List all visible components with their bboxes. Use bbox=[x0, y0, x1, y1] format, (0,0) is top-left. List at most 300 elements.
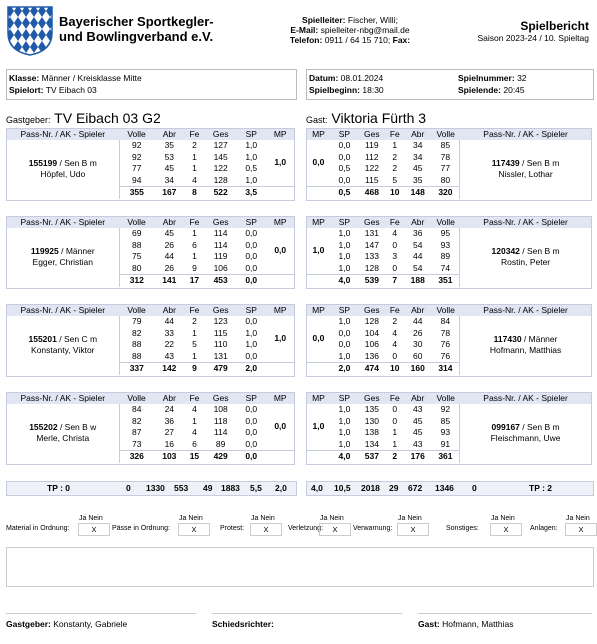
sum-cell: 474 bbox=[358, 363, 386, 375]
score-cell: 1,0 bbox=[338, 228, 351, 238]
home-player-ak: / Männer bbox=[58, 245, 95, 256]
score-cell: 0 bbox=[392, 239, 398, 250]
score-cell: 115 bbox=[213, 327, 228, 338]
score-cell: 44 bbox=[412, 316, 423, 326]
sum-cell: 9 bbox=[185, 363, 205, 375]
score-cell: 127 bbox=[213, 140, 228, 150]
column-header: Ges bbox=[358, 128, 386, 140]
score-cell: 128 bbox=[364, 262, 379, 273]
score-cell: 84 bbox=[440, 316, 451, 326]
score-cell: 34 bbox=[164, 174, 175, 185]
check-box[interactable]: X bbox=[565, 523, 597, 536]
sum-cell: 142 bbox=[154, 363, 185, 375]
ja-nein-label: Ja Nein bbox=[251, 515, 275, 522]
score-cell: 77 bbox=[132, 163, 142, 173]
check-label: Sonstiges: bbox=[446, 525, 479, 532]
sum-cell: 468 bbox=[358, 187, 386, 199]
score-cell: 84 bbox=[132, 404, 142, 414]
column-header: SP bbox=[237, 392, 265, 404]
score-cell: 106 bbox=[364, 339, 379, 349]
home-player-pass: 155201 bbox=[28, 333, 57, 344]
home-total-volle: 1330 bbox=[146, 483, 165, 493]
sum-cell: 337 bbox=[119, 363, 154, 375]
score-cell: 44 bbox=[164, 251, 175, 261]
score-cell: 122 bbox=[213, 163, 228, 173]
score-cell: 26 bbox=[412, 327, 423, 338]
home-duel-frame bbox=[6, 304, 295, 377]
check-box[interactable]: X bbox=[397, 523, 429, 536]
check-label: Protest: bbox=[220, 525, 245, 532]
sum-cell: 8 bbox=[185, 187, 205, 199]
score-cell: 112 bbox=[365, 151, 379, 162]
report-title: Spielbericht Saison 2023-24 / 10. Spieltag bbox=[477, 19, 589, 43]
home-player-ak: / Sen C m bbox=[56, 333, 98, 344]
score-cell: 34 bbox=[412, 140, 423, 150]
score-cell: 82 bbox=[132, 415, 142, 426]
away-mp: 0,0 bbox=[312, 157, 325, 168]
home-mp: 0,0 bbox=[274, 245, 287, 256]
away-mp: 0,0 bbox=[312, 333, 325, 344]
column-header: Fe bbox=[185, 128, 205, 140]
bskv-logo bbox=[6, 5, 54, 57]
home-duel-frame bbox=[6, 128, 295, 201]
sum-cell: 361 bbox=[432, 451, 460, 463]
ja-nein-label: Ja Nein bbox=[79, 515, 103, 522]
score-cell: 118 bbox=[213, 415, 228, 426]
column-header: SP bbox=[237, 128, 265, 140]
score-cell: 2 bbox=[392, 316, 398, 326]
score-cell: 1 bbox=[192, 151, 197, 162]
check-box[interactable]: X bbox=[319, 523, 351, 536]
score-cell: 0,0 bbox=[245, 262, 258, 273]
score-cell: 60 bbox=[412, 350, 423, 361]
score-cell: 53 bbox=[164, 151, 175, 162]
column-header: Ges bbox=[358, 216, 386, 228]
check-label: Material in Ordnung: bbox=[6, 525, 70, 532]
score-cell: 122 bbox=[364, 163, 379, 173]
away-total-volle: 1346 bbox=[435, 483, 454, 493]
score-cell: 0,0 bbox=[245, 438, 258, 449]
score-cell: 93 bbox=[440, 427, 451, 437]
score-cell: 45 bbox=[164, 228, 175, 238]
score-cell: 0 bbox=[392, 350, 398, 361]
score-cell: 0,0 bbox=[245, 239, 258, 250]
sum-cell: 10 bbox=[386, 187, 404, 199]
column-header: MP bbox=[265, 304, 295, 316]
away-mp: 1,0 bbox=[312, 245, 325, 256]
score-cell: 4 bbox=[392, 339, 398, 349]
home-mp: 0,0 bbox=[274, 421, 287, 432]
away-player-ak: / Sen B m bbox=[519, 157, 560, 168]
score-cell: 4 bbox=[392, 327, 398, 338]
score-cell: 76 bbox=[440, 350, 451, 361]
away-duel-frame bbox=[306, 392, 592, 465]
score-cell: 1,0 bbox=[338, 239, 351, 250]
column-header: SP bbox=[331, 216, 358, 228]
score-cell: 45 bbox=[164, 163, 175, 173]
score-cell: 1 bbox=[192, 228, 197, 238]
score-cell: 5 bbox=[392, 174, 398, 185]
score-cell: 123 bbox=[213, 316, 228, 326]
score-cell: 1,0 bbox=[338, 251, 351, 261]
notes-box[interactable] bbox=[6, 547, 594, 587]
score-cell: 4 bbox=[192, 174, 197, 185]
home-player-ak: / Sen B w bbox=[57, 421, 97, 432]
home-total-fe: 49 bbox=[203, 483, 213, 493]
column-header: SP bbox=[331, 304, 358, 316]
score-cell: 138 bbox=[364, 427, 379, 437]
score-cell: 93 bbox=[440, 239, 451, 250]
sum-cell: 522 bbox=[204, 187, 237, 199]
score-cell: 30 bbox=[412, 339, 423, 349]
column-header: Abr bbox=[404, 216, 432, 228]
column-header: SP bbox=[237, 304, 265, 316]
score-cell: 0,0 bbox=[245, 228, 258, 238]
column-header: SP bbox=[331, 128, 358, 140]
ja-nein-label: Ja Nein bbox=[491, 515, 515, 522]
column-header: Abr bbox=[404, 304, 432, 316]
column-header: Ges bbox=[204, 392, 237, 404]
away-duel-frame bbox=[306, 128, 592, 201]
column-header: SP bbox=[331, 392, 358, 404]
score-cell: 45 bbox=[412, 163, 423, 173]
score-cell: 44 bbox=[412, 251, 423, 261]
away-total-mp: 4,0 bbox=[311, 483, 323, 493]
away-player-pass: 120342 bbox=[491, 245, 520, 256]
sum-cell: 103 bbox=[154, 451, 185, 463]
organization-name: Bayerischer Sportkegler- und Bowlingverband e.V. bbox=[59, 14, 214, 44]
column-header: Ges bbox=[204, 216, 237, 228]
sum-cell: 0,0 bbox=[237, 451, 265, 463]
player-column-header: Pass-Nr. / AK - Spieler bbox=[460, 216, 592, 228]
sum-cell: 7 bbox=[386, 275, 404, 287]
score-cell: 54 bbox=[412, 262, 423, 273]
score-cell: 27 bbox=[164, 427, 175, 437]
away-duel-frame bbox=[306, 304, 592, 377]
score-cell: 0,0 bbox=[245, 316, 258, 326]
ja-nein-label: Ja Nein bbox=[566, 515, 590, 522]
score-cell: 85 bbox=[440, 415, 451, 426]
sum-cell: 167 bbox=[154, 187, 185, 199]
score-cell: 1 bbox=[192, 327, 197, 338]
score-cell: 1,0 bbox=[338, 427, 351, 437]
score-cell: 0,5 bbox=[245, 163, 258, 173]
score-cell: 1 bbox=[192, 163, 197, 173]
score-cell: 0,0 bbox=[338, 140, 351, 150]
sum-cell: 15 bbox=[185, 451, 205, 463]
home-player-name: Höpfel, Udo bbox=[40, 169, 86, 180]
score-cell: 147 bbox=[364, 239, 379, 250]
column-header: MP bbox=[306, 304, 331, 316]
score-cell: 128 bbox=[213, 174, 228, 185]
score-cell: 133 bbox=[364, 251, 379, 261]
sum-cell: 0,0 bbox=[237, 275, 265, 287]
column-header: Abr bbox=[154, 128, 185, 140]
home-total-ges: 1883 bbox=[221, 483, 240, 493]
sum-cell: 4,0 bbox=[331, 451, 358, 463]
score-cell: 22 bbox=[164, 339, 175, 349]
score-cell: 24 bbox=[164, 404, 175, 414]
away-player-name: Nissler, Lothar bbox=[498, 169, 553, 180]
score-cell: 26 bbox=[164, 262, 175, 273]
away-mp: 1,0 bbox=[312, 421, 325, 432]
score-cell: 145 bbox=[213, 151, 228, 162]
score-cell: 3 bbox=[392, 251, 398, 261]
column-header: Volle bbox=[432, 392, 460, 404]
column-header: Ges bbox=[358, 392, 386, 404]
column-header: Volle bbox=[119, 216, 154, 228]
home-player-name: Konstanty, Viktor bbox=[31, 345, 95, 356]
sum-cell: 537 bbox=[358, 451, 386, 463]
column-header: MP bbox=[306, 128, 331, 140]
home-player-pass: 155202 bbox=[29, 421, 58, 432]
away-tp-zero: 0 bbox=[472, 483, 477, 493]
home-duel-frame bbox=[6, 216, 295, 289]
score-cell: 6 bbox=[192, 438, 197, 449]
home-signature-line bbox=[6, 613, 196, 614]
score-cell: 0 bbox=[392, 262, 398, 273]
score-cell: 35 bbox=[164, 140, 175, 150]
sum-cell: 429 bbox=[204, 451, 237, 463]
column-header: Volle bbox=[119, 128, 154, 140]
league-leader-contact: Spielleiter: Fischer, Willi; E-Mail: spielleiter-nbg@mail.de Telefon: 0911 / 64 15 710; Fax: bbox=[289, 15, 411, 45]
score-cell: 87 bbox=[132, 427, 142, 437]
sum-cell: 453 bbox=[204, 275, 237, 287]
ja-nein-label: Ja Nein bbox=[179, 515, 203, 522]
sum-cell: 0,5 bbox=[331, 187, 358, 199]
away-player-pass: 099167 bbox=[491, 421, 520, 432]
score-cell: 0,0 bbox=[338, 339, 351, 349]
score-cell: 114 bbox=[213, 228, 228, 238]
home-signature: Gastgeber: Konstanty, Gabriele bbox=[6, 619, 128, 629]
player-column-header: Pass-Nr. / AK - Spieler bbox=[460, 128, 592, 140]
column-header: Ges bbox=[204, 128, 237, 140]
sum-cell: 188 bbox=[404, 275, 432, 287]
referee-signature-line bbox=[212, 613, 402, 614]
score-cell: 1,0 bbox=[338, 350, 351, 361]
score-cell: 89 bbox=[215, 438, 226, 449]
score-cell: 0,0 bbox=[338, 327, 351, 338]
score-cell: 131 bbox=[213, 350, 228, 361]
score-cell: 78 bbox=[440, 151, 451, 162]
column-header: Ges bbox=[358, 304, 386, 316]
away-total-ges: 2018 bbox=[361, 483, 380, 493]
score-cell: 0,0 bbox=[245, 350, 258, 361]
match-class-box: Klasse: Männer / Kreisklasse Mitte Spielort: TV Eibach 03 bbox=[6, 69, 297, 100]
score-cell: 6 bbox=[192, 239, 197, 250]
check-box[interactable]: X bbox=[78, 523, 110, 536]
score-cell: 135 bbox=[364, 404, 379, 414]
score-cell: 1 bbox=[392, 427, 398, 437]
score-cell: 35 bbox=[412, 174, 423, 185]
score-cell: 1 bbox=[392, 438, 398, 449]
sum-cell: 314 bbox=[432, 363, 460, 375]
score-cell: 89 bbox=[440, 251, 451, 261]
score-cell: 1,0 bbox=[245, 140, 258, 150]
score-cell: 119 bbox=[213, 251, 228, 261]
score-cell: 54 bbox=[412, 239, 423, 250]
sum-cell: 4,0 bbox=[331, 275, 358, 287]
away-total-sp: 10,5 bbox=[334, 483, 351, 493]
check-box[interactable]: X bbox=[250, 523, 282, 536]
score-cell: 1,0 bbox=[338, 415, 351, 426]
sum-cell: 539 bbox=[358, 275, 386, 287]
column-header: Fe bbox=[386, 392, 404, 404]
home-duel-frame bbox=[6, 392, 295, 465]
check-label: Verwarnung: bbox=[353, 525, 393, 532]
score-cell: 2 bbox=[192, 140, 197, 150]
sum-cell: 320 bbox=[432, 187, 460, 199]
score-cell: 2 bbox=[392, 151, 398, 162]
ja-nein-label: Ja Nein bbox=[320, 515, 344, 522]
sum-cell: 2 bbox=[386, 451, 404, 463]
away-tp: TP : 2 bbox=[529, 483, 552, 493]
score-cell: 9 bbox=[192, 262, 197, 273]
score-cell: 85 bbox=[440, 140, 451, 150]
column-header: Fe bbox=[386, 128, 404, 140]
match-time-box: Datum: 08.01.2024 Spielbeginn: 18:30 Spielnummer: 32 Spielende: 20:45 bbox=[306, 69, 594, 100]
home-player-pass: 119925 bbox=[30, 245, 59, 256]
score-cell: 131 bbox=[364, 228, 379, 238]
column-header: Fe bbox=[185, 392, 205, 404]
away-team: Gast: Viktoria Fürth 3 bbox=[306, 110, 427, 126]
score-cell: 91 bbox=[440, 438, 451, 449]
home-team: Gastgeber: TV Eibach 03 G2 bbox=[6, 110, 161, 126]
away-total-abr: 672 bbox=[408, 483, 423, 493]
column-header: Fe bbox=[386, 216, 404, 228]
referee-signature: Schiedsrichter: bbox=[212, 619, 274, 629]
score-cell: 94 bbox=[132, 174, 142, 185]
score-cell: 76 bbox=[440, 339, 451, 349]
score-cell: 88 bbox=[132, 239, 142, 250]
score-cell: 4 bbox=[392, 228, 398, 238]
home-total-abr: 553 bbox=[174, 483, 189, 493]
score-cell: 43 bbox=[412, 438, 423, 449]
score-cell: 45 bbox=[412, 427, 423, 437]
score-cell: 134 bbox=[364, 438, 379, 449]
score-cell: 115 bbox=[365, 174, 379, 185]
score-cell: 43 bbox=[164, 350, 175, 361]
sum-cell: 2,0 bbox=[237, 363, 265, 375]
score-cell: 16 bbox=[164, 438, 175, 449]
check-label: Verletzung: bbox=[288, 525, 324, 532]
sum-cell: 10 bbox=[386, 363, 404, 375]
column-header: Abr bbox=[404, 128, 432, 140]
score-cell: 1,0 bbox=[245, 174, 258, 185]
away-player-name: Rostin, Peter bbox=[501, 257, 551, 268]
score-cell: 0,0 bbox=[245, 415, 258, 426]
sum-cell: 3,5 bbox=[237, 187, 265, 199]
score-cell: 45 bbox=[412, 415, 423, 426]
score-cell: 1,0 bbox=[338, 404, 351, 414]
score-cell: 108 bbox=[213, 404, 228, 414]
column-header: MP bbox=[306, 216, 331, 228]
score-cell: 1,0 bbox=[338, 262, 351, 273]
sum-cell: 479 bbox=[204, 363, 237, 375]
check-label: Anlagen: bbox=[530, 525, 558, 532]
score-cell: 88 bbox=[132, 339, 142, 349]
column-header: Abr bbox=[404, 392, 432, 404]
score-cell: 1 bbox=[192, 415, 197, 426]
home-tp-zero: 0 bbox=[126, 483, 131, 493]
score-cell: 4 bbox=[192, 404, 197, 414]
score-cell: 0,0 bbox=[245, 427, 258, 437]
score-cell: 1,0 bbox=[245, 339, 258, 349]
score-cell: 92 bbox=[440, 404, 451, 414]
away-totals-row bbox=[306, 481, 594, 496]
score-cell: 95 bbox=[440, 228, 451, 238]
player-column-header: Pass-Nr. / AK - Spieler bbox=[460, 392, 592, 404]
sum-cell: 176 bbox=[404, 451, 432, 463]
score-cell: 1,0 bbox=[338, 316, 351, 326]
score-cell: 69 bbox=[132, 228, 142, 238]
column-header: Volle bbox=[432, 128, 460, 140]
check-label: Pässe in Ordnung: bbox=[112, 525, 170, 532]
column-header: Volle bbox=[119, 304, 154, 316]
home-player-name: Merle, Christa bbox=[36, 433, 90, 444]
score-cell: 136 bbox=[364, 350, 379, 361]
score-cell: 128 bbox=[364, 316, 379, 326]
score-cell: 2 bbox=[192, 316, 197, 326]
score-cell: 0 bbox=[392, 404, 398, 414]
column-header: MP bbox=[265, 216, 295, 228]
away-player-name: Hofmann, Matthias bbox=[489, 345, 562, 356]
sum-cell: 2,0 bbox=[331, 363, 358, 375]
away-duel-frame bbox=[306, 216, 592, 289]
column-header: SP bbox=[237, 216, 265, 228]
away-total-fe: 29 bbox=[389, 483, 399, 493]
away-player-pass: 117430 bbox=[493, 333, 522, 344]
check-box[interactable]: X bbox=[490, 523, 522, 536]
home-mp: 1,0 bbox=[274, 333, 287, 344]
score-cell: 1 bbox=[192, 251, 197, 261]
column-header: Abr bbox=[154, 216, 185, 228]
away-signature: Gast: Hofmann, Matthias bbox=[418, 619, 514, 629]
column-header: Fe bbox=[185, 304, 205, 316]
score-cell: 77 bbox=[440, 163, 451, 173]
score-cell: 36 bbox=[412, 228, 423, 238]
home-player-ak: / Sen B m bbox=[57, 157, 97, 168]
player-column-header: Pass-Nr. / AK - Spieler bbox=[7, 216, 120, 228]
score-cell: 1 bbox=[192, 350, 197, 361]
score-cell: 104 bbox=[364, 327, 379, 338]
away-player-ak: / Sen B m bbox=[519, 421, 560, 432]
column-header: Volle bbox=[432, 304, 460, 316]
column-header: MP bbox=[265, 128, 295, 140]
column-header: MP bbox=[265, 392, 295, 404]
score-cell: 1,0 bbox=[245, 327, 258, 338]
score-cell: 82 bbox=[132, 327, 142, 338]
player-column-header: Pass-Nr. / AK - Spieler bbox=[7, 128, 120, 140]
score-cell: 1 bbox=[392, 140, 398, 150]
score-cell: 26 bbox=[164, 239, 175, 250]
score-cell: 78 bbox=[440, 327, 451, 338]
check-box[interactable]: X bbox=[178, 523, 210, 536]
home-mp: 1,0 bbox=[274, 157, 287, 168]
score-cell: 114 bbox=[213, 427, 228, 437]
score-cell: 75 bbox=[132, 251, 142, 261]
column-header: Volle bbox=[432, 216, 460, 228]
away-player-ak: / Sen B m bbox=[519, 245, 560, 256]
score-cell: 34 bbox=[412, 151, 423, 162]
score-cell: 73 bbox=[132, 438, 142, 449]
score-cell: 44 bbox=[164, 316, 175, 326]
score-cell: 0,0 bbox=[245, 404, 258, 414]
score-cell: 106 bbox=[213, 262, 228, 273]
home-total-mp: 2,0 bbox=[275, 483, 287, 493]
score-cell: 1,0 bbox=[245, 151, 258, 162]
ja-nein-label: Ja Nein bbox=[398, 515, 422, 522]
